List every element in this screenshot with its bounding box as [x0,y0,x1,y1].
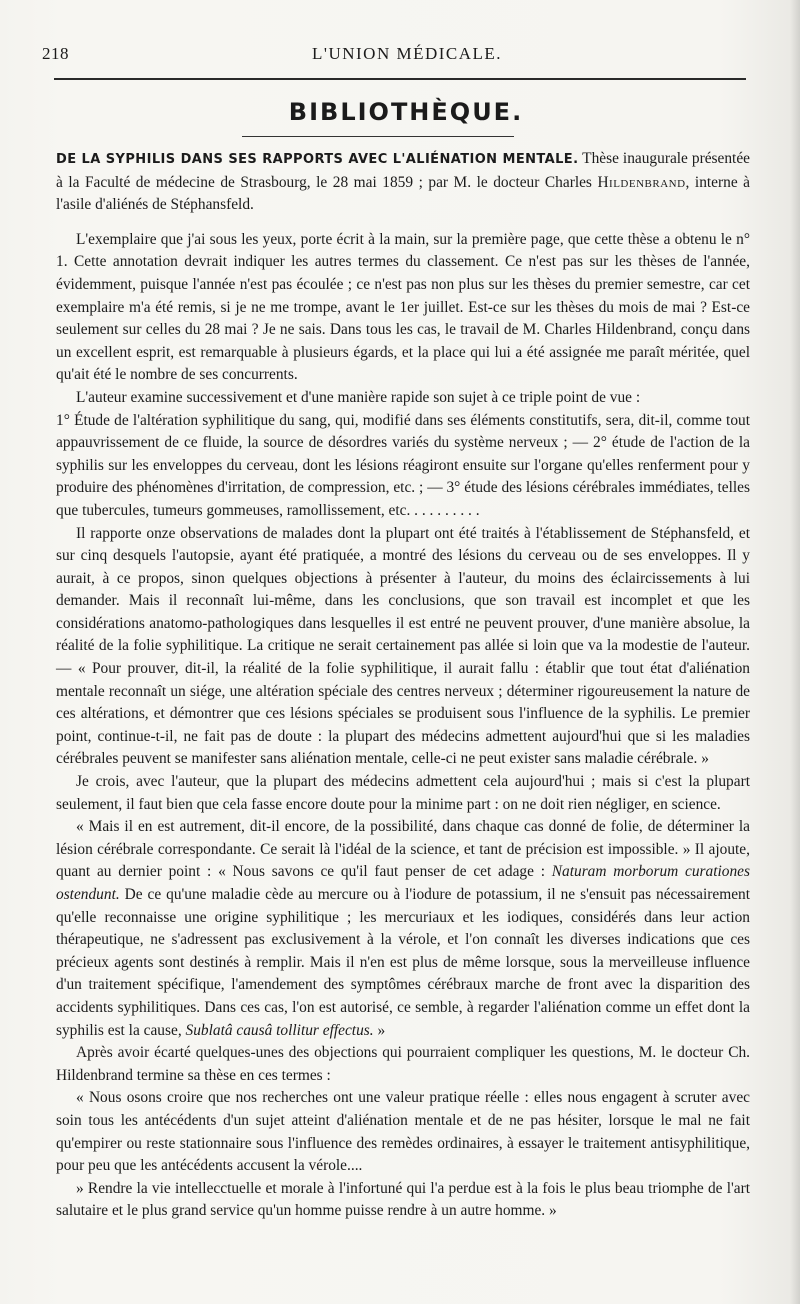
paragraph-6-text-b: De ce qu'une maladie cède au mercure ou à l'iodure de potassium, il ne s'ensuit pas nécessairement qu'elle reconnaisse une origine syphilitique ; les mercuriaux et les iodiques, considérés dans leur action thérapeutique, ne s'adressent pas exclusivement à la vérole, et l'on connaît les diverses indications que ces précieux agents sont destinés à remplir. Mais il n'en est plus de même lorsque, sous la merveilleuse influence d'un traitement spécifique, l'amendement des symptômes cérébraux marche de front avec la disparition des accidents syphilitiques. Dans ces cas, l'on est autorisé, ce semble, à regarder l'aliénation comme un effet dont la syphilis est la cause, [56,886,750,1039]
running-head [42,44,740,68]
paragraph-9: » Rendre la vie intellecctuelle et morale à l'infortuné qui l'a perdue est à la fois le plus beau triomphe de l'art salutaire et le plus grand service qu'un homme puisse rendre à un autre homme. » [56,1179,750,1220]
latin-adage: Naturam morborum curationes ostendunt. [56,863,751,903]
paragraph-4: Il rapporte onze observations de malades dont la plupart ont été traités à l'établissement de Stéphansfeld, et sur cinq desquels l'autopsie, ayant été pratiquée, a montré des lésions du cerveau ou de ses enveloppes. Il y aurait, à ce propos, sinon quelques objections à présenter à l'auteur, du moins des éclaircissements à lui demander. Mais il reconnaît lui-même, dans les conclusions, que son travail est incomplet et que les considérations anatomo-pathologiques dans lesquelles il est entré ne peuvent prouver, d'une manière absolue, la réalité de la folie syphilitique. La critique ne serait certainement pas allée si loin que va la modestie de l'auteur. — « Pour prouver, dit-il, la réalité de la folie syphilitique, il aurait fallu : établir que tout état d'aliénation mentale reconnaît un siége, une altération spéciale des centres nerveux ; déterminer rigoureusement la nature de ces altérations, et démontrer que ces lésions spéciales se produisent sous l'influence de la syphilis. Le premier point, continue-t-il, ne fait pas de doute : la plupart des médecins admettent aujourd'hui que si les maladies cérébrales peuvent se manifester sans aliénation mentale, celle-ci ne peut exister sans maladie cérébrale. » [56,524,750,768]
paragraph-2: L'auteur examine successivement et d'une manière rapide son sujet à ce triple point de vue : [76,388,641,406]
page-edge-shadow [790,0,800,1304]
book-notice [56,148,750,217]
paragraph-5: Je crois, avec l'auteur, que la plupart des médecins admettent cela aujourd'hui ; mais si c'est la plupart seulement, il faut bien que cela fasse encore doute pour la minime part : on ne doit rien négliger, en science. [56,773,750,813]
notice-text-1: Thèse inaugurale présentée à la Faculté de médecine de Strasbourg, le 28 mai 1859 ; par M. le docteur Charles [56,150,750,191]
section-title-text: BIBLIOTHÈQUE. [288,98,524,126]
notice-author: Hildenbrand [597,173,686,191]
title-rule [242,136,514,137]
paragraph-1: L'exemplaire que j'ai sous les yeux, porte écrit à la main, sur la première page, que cette thèse a obtenu le n° 1. Cette annotation devrait indiquer les autres termes du classement. Ce n'est pas sur les thèses de l'année, évidemment, puisque l'année n'est pas écoulée ; ce n'est pas non plus sur les thèses du premier semestre, car cet exemplaire m'a été remis, si je ne me trompe, avant le 1er juillet. Est-ce sur les thèses du mois de mai ? Est-ce seulement sur celles du 28 mai ? Je ne sais. Dans tous les cas, le travail de M. Charles Hildenbrand, conçu dans un excellent esprit, est remarquable à plusieurs égards, et la place qui lui a été assignée me paraît méritée, quel qu'ait été le nombre de ses concurrents. [56,230,750,384]
notice-text-2: , interne à l'asile d'aliénés de Stéphansfeld. [56,173,750,214]
paragraph-8: « Nous osons croire que nos recherches ont une valeur pratique réelle : elles nous engagent à scruter avec soin tous les antécédents d'un sujet atteint d'aliénation mentale et de ne pas hésiter, lorsque le mal ne fait qu'empirer ou reste stationnaire sous l'influence des remèdes ordinaires, à essayer le traitement antisyphilitique, pour peu que les antécédents accusent la vérole.... [56,1089,750,1175]
header-rule [54,78,746,80]
paragraph-3: 1° Étude de l'altération syphilitique du sang, qui, modifié dans ses éléments constitutifs, sera, dit-il, comme tout appauvrissement de ce fluide, la source de désordres variés du système nerveux ; — 2° étude de l'action de la syphilis sur les enveloppes du cerveau, dont les lésions réagiront ensuite sur l'organe qu'elles renferment pour y produire des phénomènes d'irritation, de compression, etc. ; — 3° étude des lésions cérébrales immédiates, telles que tubercules, tumeurs gommeuses, ramollissement, etc. . . . . . . . . . [56,411,750,519]
journal-title: L'UNION MÉDICALE. [312,44,503,63]
paragraph-7: Après avoir écarté quelques-unes des objections qui pourraient compliquer les questions, M. le docteur Ch. Hildenbrand termine sa thèse en ces termes : [56,1044,750,1084]
paragraph-6 [56,816,750,1042]
section-title [0,98,800,126]
article-body [56,148,750,1223]
paragraph-6-text-c: » [373,1021,386,1039]
paragraph-6-text-a: « Mais il en est autrement, dit-il encore, de la possibilité, dans chaque cas donné de folie, de déterminer la lésion cérébrale correspondante. Ce serait là l'idéal de la science, et tant de précision est impossible. » Il ajoute, quant au dernier point : « Nous savons ce qu'il faut penser de cet adage : [56,818,750,881]
notice-heading: DE LA SYPHILIS DANS SES RAPPORTS AVEC L'ALIÉNATION MENTALE. [56,152,579,167]
page-number: 218 [42,44,69,63]
latin-maxim: Sublatâ causâ tollitur effectus. [185,1021,374,1039]
